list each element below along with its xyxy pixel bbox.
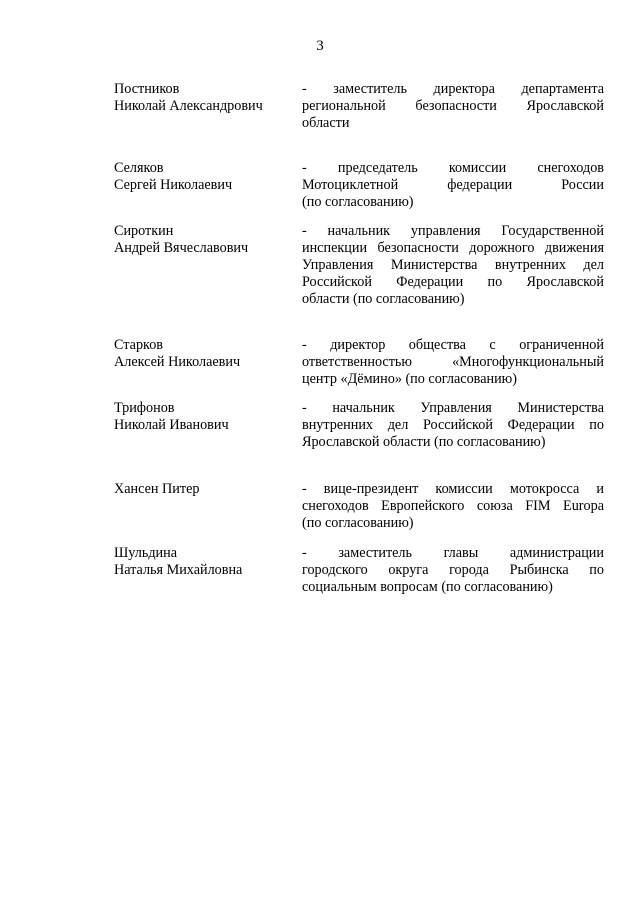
member-surname: Старков: [114, 337, 164, 353]
member-full-name: Хансен Питер: [114, 481, 200, 497]
position-line: снегоходов Европейского союза FIM Europa: [302, 498, 604, 514]
member-name: [114, 223, 299, 257]
position-line: центр «Дёмино» (по согласованию): [302, 371, 517, 387]
member-surname: Сироткин: [114, 223, 174, 239]
member-position: [302, 160, 604, 211]
member-name: [114, 337, 299, 371]
position-line: - директор общества с ограниченной: [302, 337, 604, 353]
position-line: области: [302, 115, 350, 131]
member-given-names: Андрей Вячеславович: [114, 240, 249, 256]
member-position: [302, 545, 604, 596]
member-position: [302, 481, 604, 532]
position-line: внутренних дел Российской Федерации по: [302, 417, 604, 433]
member-name: [114, 160, 299, 194]
member-given-names: Сергей Николаевич: [114, 177, 233, 193]
position-line: Мотоциклетной федерации России: [302, 177, 604, 193]
member-surname: Трифонов: [114, 400, 175, 416]
position-line: Ярославской области (по согласованию): [302, 434, 546, 450]
member-name: [114, 545, 299, 579]
position-line: (по согласованию): [302, 194, 414, 210]
position-line: Управления Министерства внутренних дел: [302, 257, 604, 273]
member-name: [114, 481, 299, 498]
position-line: городского округа города Рыбинска по: [302, 562, 604, 578]
position-line: социальным вопросам (по согласованию): [302, 579, 553, 595]
member-given-names: Алексей Николаевич: [114, 354, 241, 370]
member-surname: Шульдина: [114, 545, 178, 561]
member-position: [302, 81, 604, 132]
page-number: 3: [316, 38, 324, 54]
position-line: инспекции безопасности дорожного движения: [302, 240, 604, 256]
position-line: Российской Федерации по Ярославской: [302, 274, 604, 290]
member-surname: Селяков: [114, 160, 164, 176]
member-position: [302, 400, 604, 451]
member-name: [114, 81, 299, 115]
position-line: ответственностью «Многофункциональный: [302, 354, 604, 370]
position-line: - начальник управления Государственной: [302, 223, 604, 239]
position-line: области (по согласованию): [302, 291, 465, 307]
member-position: [302, 337, 604, 388]
position-line: - вице-президент комиссии мотокросса и: [302, 481, 604, 497]
position-line: - заместитель главы администрации: [302, 545, 604, 561]
member-name: [114, 400, 299, 434]
position-line: - заместитель директора департамента: [302, 81, 604, 97]
position-line: - председатель комиссии снегоходов: [302, 160, 604, 176]
position-line: региональной безопасности Ярославской: [302, 98, 604, 114]
member-given-names: Николай Иванович: [114, 417, 229, 433]
member-surname: Постников: [114, 81, 180, 97]
position-line: (по согласованию): [302, 515, 414, 531]
position-line: - начальник Управления Министерства: [302, 400, 604, 416]
member-given-names: Николай Александрович: [114, 98, 263, 114]
member-position: [302, 223, 604, 308]
member-given-names: Наталья Михайловна: [114, 562, 243, 578]
